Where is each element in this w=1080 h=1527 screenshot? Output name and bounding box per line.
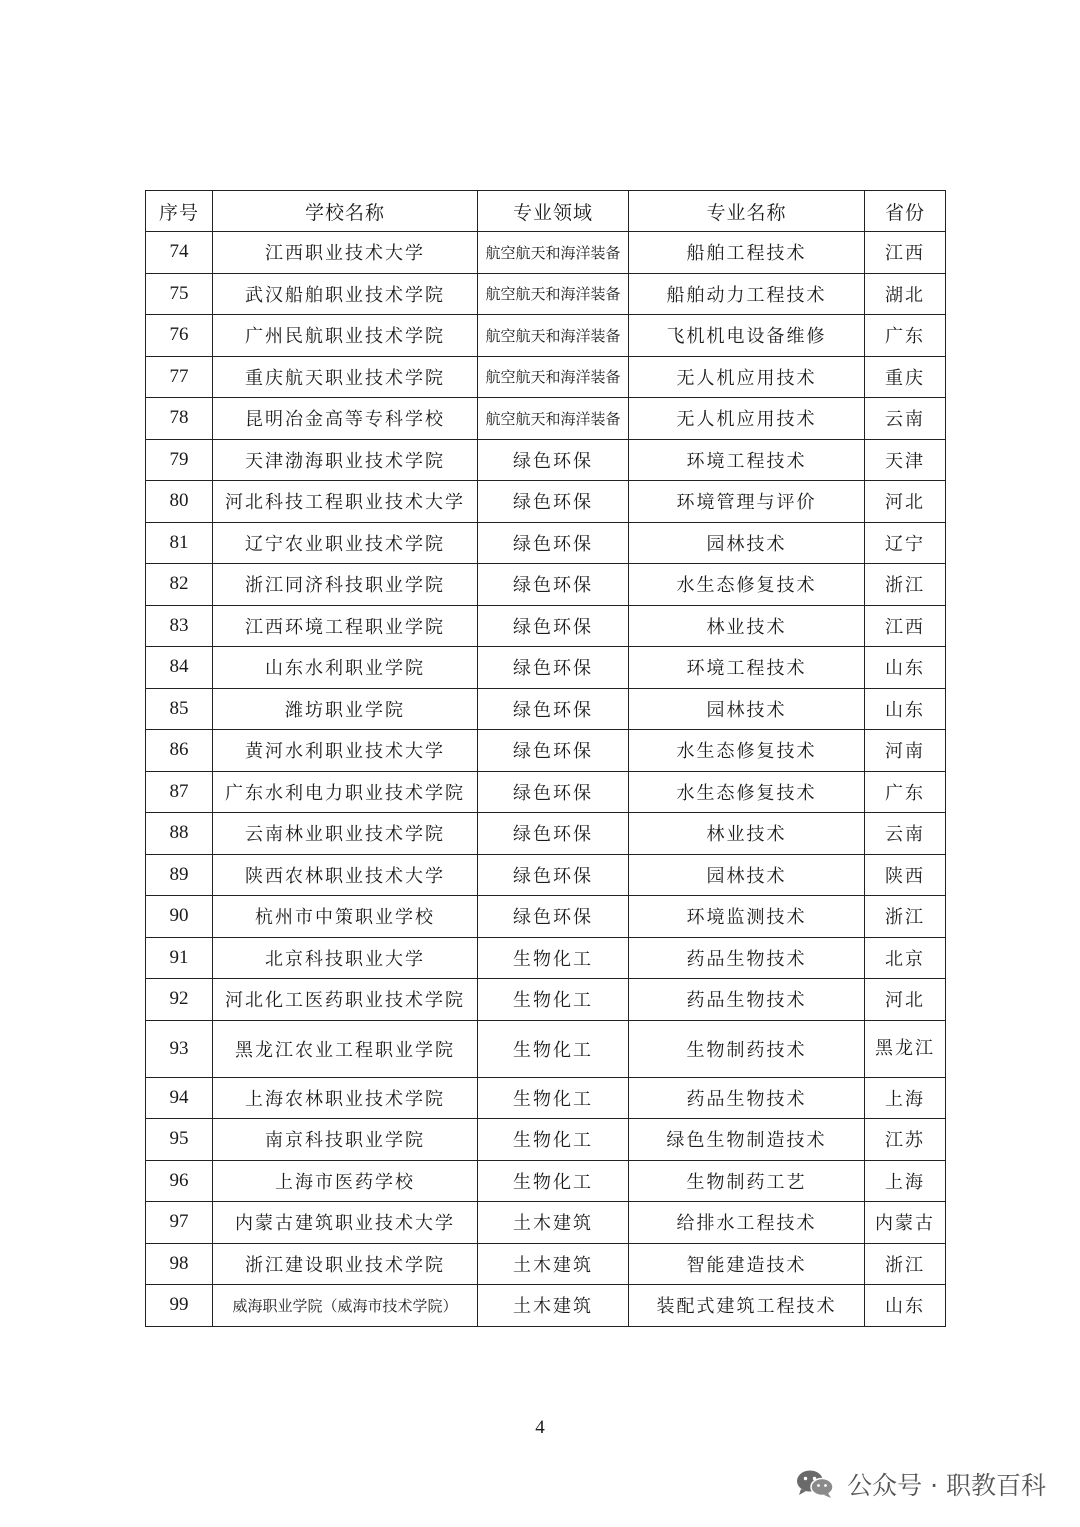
- school-name-cell: 江西职业技术大学: [213, 232, 478, 274]
- table-row: [146, 730, 946, 772]
- table-row: [146, 564, 946, 606]
- header-province: 省份: [865, 191, 946, 232]
- province-cell: 江西: [865, 232, 946, 274]
- table-row: [146, 1202, 946, 1244]
- province-cell: 浙江: [865, 1243, 946, 1285]
- field-cell: 土木建筑: [478, 1202, 629, 1244]
- major-name-cell: 船舶工程技术: [629, 232, 865, 274]
- table-row: [146, 1243, 946, 1285]
- major-name-cell: 药品生物技术: [629, 979, 865, 1021]
- field-cell: 生物化工: [478, 1077, 629, 1119]
- major-name-cell: 园林技术: [629, 522, 865, 564]
- table-row: [146, 522, 946, 564]
- school-name-cell: 河北化工医药职业技术学院: [213, 979, 478, 1021]
- major-name-cell: 药品生物技术: [629, 937, 865, 979]
- province-cell: 内蒙古: [865, 1202, 946, 1244]
- field-cell: 航空航天和海洋装备: [478, 273, 629, 315]
- table-row: [146, 1119, 946, 1161]
- school-name-cell: 上海市医药学校: [213, 1160, 478, 1202]
- row-index-cell: 86: [146, 730, 213, 772]
- row-index-cell: 85: [146, 688, 213, 730]
- row-index-cell: 78: [146, 398, 213, 440]
- province-cell: 山东: [865, 688, 946, 730]
- province-cell: 云南: [865, 813, 946, 855]
- table-row: [146, 1077, 946, 1119]
- province-cell: 广东: [865, 315, 946, 357]
- field-cell: 绿色环保: [478, 522, 629, 564]
- row-index-cell: 82: [146, 564, 213, 606]
- table-row: [146, 647, 946, 689]
- row-index-cell: 98: [146, 1243, 213, 1285]
- watermark: [795, 1466, 1046, 1502]
- row-index-cell: 88: [146, 813, 213, 855]
- field-cell: 绿色环保: [478, 439, 629, 481]
- province-cell: 山东: [865, 647, 946, 689]
- field-cell: 土木建筑: [478, 1243, 629, 1285]
- major-name-cell: 飞机机电设备维修: [629, 315, 865, 357]
- school-name-cell: 内蒙古建筑职业技术大学: [213, 1202, 478, 1244]
- table-header-row: [146, 191, 946, 232]
- row-index-cell: 91: [146, 937, 213, 979]
- row-index-cell: 90: [146, 896, 213, 938]
- table-row: [146, 854, 946, 896]
- school-name-cell: 广东水利电力职业技术学院: [213, 771, 478, 813]
- table-row: [146, 356, 946, 398]
- province-cell: 山东: [865, 1285, 946, 1327]
- school-name-cell: 昆明冶金高等专科学校: [213, 398, 478, 440]
- school-name-cell: 河北科技工程职业技术大学: [213, 481, 478, 523]
- field-cell: 绿色环保: [478, 481, 629, 523]
- major-name-cell: 无人机应用技术: [629, 356, 865, 398]
- major-name-cell: 水生态修复技术: [629, 771, 865, 813]
- field-cell: 土木建筑: [478, 1285, 629, 1327]
- major-name-cell: 环境管理与评价: [629, 481, 865, 523]
- school-name-cell: 浙江建设职业技术学院: [213, 1243, 478, 1285]
- field-cell: 绿色环保: [478, 647, 629, 689]
- major-name-cell: 药品生物技术: [629, 1077, 865, 1119]
- province-cell: 河北: [865, 481, 946, 523]
- field-cell: 绿色环保: [478, 854, 629, 896]
- school-name-cell: 上海农林职业技术学院: [213, 1077, 478, 1119]
- province-cell: 云南: [865, 398, 946, 440]
- table-row: [146, 1160, 946, 1202]
- row-index-cell: 79: [146, 439, 213, 481]
- field-cell: 绿色环保: [478, 813, 629, 855]
- table-body: [146, 232, 946, 1327]
- school-name-cell: 黑龙江农业工程职业学院: [213, 1020, 478, 1077]
- school-name-cell: 辽宁农业职业技术学院: [213, 522, 478, 564]
- field-cell: 航空航天和海洋装备: [478, 232, 629, 274]
- major-name-cell: 水生态修复技术: [629, 730, 865, 772]
- province-cell: 河南: [865, 730, 946, 772]
- watermark-text: 公众号 · 职教百科: [847, 1471, 1046, 1500]
- table-row: [146, 688, 946, 730]
- row-index-cell: 77: [146, 356, 213, 398]
- school-name-cell: 广州民航职业技术学院: [213, 315, 478, 357]
- row-index-cell: 80: [146, 481, 213, 523]
- province-cell: 广东: [865, 771, 946, 813]
- table-row: [146, 273, 946, 315]
- major-name-cell: 智能建造技术: [629, 1243, 865, 1285]
- province-cell: 北京: [865, 937, 946, 979]
- field-cell: 绿色环保: [478, 564, 629, 606]
- major-name-cell: 生物制药技术: [629, 1020, 865, 1077]
- page-number: 4: [535, 1417, 545, 1438]
- row-index-cell: 74: [146, 232, 213, 274]
- school-name-cell: 威海职业学院（威海市技术学院）: [213, 1285, 478, 1327]
- table-row: [146, 813, 946, 855]
- school-name-cell: 浙江同济科技职业学院: [213, 564, 478, 606]
- major-name-cell: 船舶动力工程技术: [629, 273, 865, 315]
- table-row: [146, 605, 946, 647]
- table-row: [146, 232, 946, 274]
- field-cell: 航空航天和海洋装备: [478, 398, 629, 440]
- field-cell: 生物化工: [478, 937, 629, 979]
- wechat-icon: [795, 1468, 835, 1500]
- field-cell: 绿色环保: [478, 896, 629, 938]
- province-cell: 黑龙江: [865, 1020, 946, 1077]
- major-name-cell: 绿色生物制造技术: [629, 1119, 865, 1161]
- major-name-cell: 环境工程技术: [629, 439, 865, 481]
- table-row: [146, 315, 946, 357]
- table-row: [146, 481, 946, 523]
- major-name-cell: 水生态修复技术: [629, 564, 865, 606]
- province-cell: 浙江: [865, 564, 946, 606]
- school-name-cell: 南京科技职业学院: [213, 1119, 478, 1161]
- table-row: [146, 398, 946, 440]
- table-row: [146, 896, 946, 938]
- table-row: [146, 439, 946, 481]
- province-cell: 上海: [865, 1077, 946, 1119]
- field-cell: 生物化工: [478, 1119, 629, 1161]
- school-name-cell: 天津渤海职业技术学院: [213, 439, 478, 481]
- header-major-name: 专业名称: [629, 191, 865, 232]
- row-index-cell: 87: [146, 771, 213, 813]
- row-index-cell: 84: [146, 647, 213, 689]
- school-name-cell: 杭州市中策职业学校: [213, 896, 478, 938]
- province-cell: 陕西: [865, 854, 946, 896]
- field-cell: 绿色环保: [478, 730, 629, 772]
- province-cell: 江西: [865, 605, 946, 647]
- major-name-cell: 环境监测技术: [629, 896, 865, 938]
- school-name-cell: 陕西农林职业技术大学: [213, 854, 478, 896]
- row-index-cell: 75: [146, 273, 213, 315]
- field-cell: 生物化工: [478, 1020, 629, 1077]
- major-name-cell: 园林技术: [629, 854, 865, 896]
- school-name-cell: 江西环境工程职业学院: [213, 605, 478, 647]
- field-cell: 绿色环保: [478, 771, 629, 813]
- row-index-cell: 97: [146, 1202, 213, 1244]
- row-index-cell: 94: [146, 1077, 213, 1119]
- row-index-cell: 93: [146, 1020, 213, 1077]
- province-cell: 河北: [865, 979, 946, 1021]
- province-cell: 上海: [865, 1160, 946, 1202]
- major-name-cell: 装配式建筑工程技术: [629, 1285, 865, 1327]
- school-name-cell: 黄河水利职业技术大学: [213, 730, 478, 772]
- row-index-cell: 95: [146, 1119, 213, 1161]
- province-cell: 天津: [865, 439, 946, 481]
- field-cell: 航空航天和海洋装备: [478, 356, 629, 398]
- row-index-cell: 81: [146, 522, 213, 564]
- school-name-cell: 山东水利职业学院: [213, 647, 478, 689]
- row-index-cell: 96: [146, 1160, 213, 1202]
- province-cell: 浙江: [865, 896, 946, 938]
- province-cell: 湖北: [865, 273, 946, 315]
- school-name-cell: 重庆航天职业技术学院: [213, 356, 478, 398]
- field-cell: 航空航天和海洋装备: [478, 315, 629, 357]
- row-index-cell: 89: [146, 854, 213, 896]
- province-cell: 重庆: [865, 356, 946, 398]
- row-index-cell: 99: [146, 1285, 213, 1327]
- header-index: 序号: [146, 191, 213, 232]
- field-cell: 生物化工: [478, 979, 629, 1021]
- province-cell: 辽宁: [865, 522, 946, 564]
- school-name-cell: 云南林业职业技术学院: [213, 813, 478, 855]
- table-row: [146, 937, 946, 979]
- table-row: [146, 1285, 946, 1327]
- header-school-name: 学校名称: [213, 191, 478, 232]
- field-cell: 绿色环保: [478, 688, 629, 730]
- major-name-cell: 给排水工程技术: [629, 1202, 865, 1244]
- header-field: 专业领域: [478, 191, 629, 232]
- row-index-cell: 83: [146, 605, 213, 647]
- school-list-table: [145, 190, 946, 1327]
- school-name-cell: 武汉船舶职业技术学院: [213, 273, 478, 315]
- major-name-cell: 林业技术: [629, 813, 865, 855]
- school-name-cell: 潍坊职业学院: [213, 688, 478, 730]
- major-name-cell: 林业技术: [629, 605, 865, 647]
- row-index-cell: 92: [146, 979, 213, 1021]
- major-name-cell: 园林技术: [629, 688, 865, 730]
- field-cell: 生物化工: [478, 1160, 629, 1202]
- table-row: [146, 1020, 946, 1077]
- table-row: [146, 771, 946, 813]
- row-index-cell: 76: [146, 315, 213, 357]
- major-name-cell: 无人机应用技术: [629, 398, 865, 440]
- school-name-cell: 北京科技职业大学: [213, 937, 478, 979]
- major-name-cell: 生物制药工艺: [629, 1160, 865, 1202]
- major-name-cell: 环境工程技术: [629, 647, 865, 689]
- province-cell: 江苏: [865, 1119, 946, 1161]
- table-row: [146, 979, 946, 1021]
- field-cell: 绿色环保: [478, 605, 629, 647]
